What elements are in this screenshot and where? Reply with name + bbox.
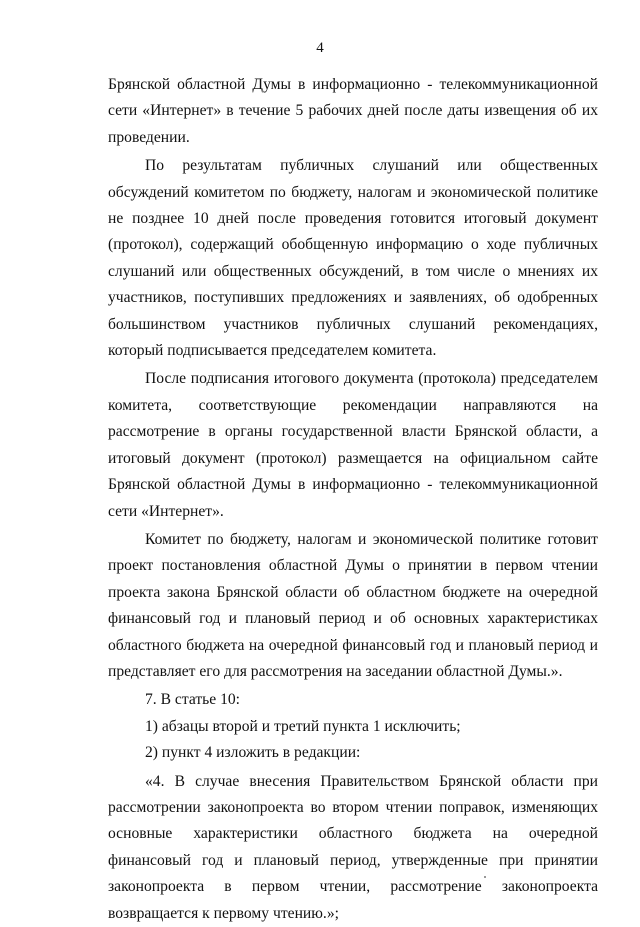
paragraph-article-10: 7. В статье 10: [145, 691, 241, 709]
paragraph-item-2: 2) пункт 4 изложить в редакции: [145, 744, 361, 762]
paragraph-after-signing: После подписания итогового документа (протокола) председателем комитета, соответствующие рекомендации направляются на рассмотрение в органы государственной власти Брянской области, а итоговый документ (протокол) размещается на официальном сайте Брянской областной Думы в информационно - телекоммуникационной сети «Интернет». [108, 370, 598, 520]
paragraph-hearing-results: По результатам публичных слушаний или общественных обсуждений комитетом по бюджету, налогам и экономической политике не позднее 10 дней после проведения готовится итоговый документ (протокол), содержащий обобщенную информацию о ходе публичных слушаний или общественных обсуждений, в том числе о мнениях их участников, поступивших предложениях и заявлениях, об одобренных большинством участников публичных слушаний рекомендациях, который подписывается председателем комитета. [108, 157, 598, 360]
paragraph-clause-4: «4. В случае внесения Правительством Брянской области при рассмотрении законопроекта во втором чтении поправок, изменяющих основные характеристики областного бюджета на очередной финансовый год и плановый период, утвержденные при принятии законопроекта в первом чтении, рассмотрение законопроекта возвращается к первому чтению.»; [108, 772, 598, 922]
document-body [108, 72, 598, 927]
paragraph-committee-prepares: Комитет по бюджету, налогам и экономической политике готовит проект постановления областной Думы о принятии в первом чтении проекта закона Брянской области об областном бюджете на очередной финансовый год и плановый период и об основных характеристиках областного бюджета на очередной финансовый год и плановый период и представляет его для рассмотрения на заседании областной Думы.». [108, 530, 598, 680]
paragraph-item-1: 1) абзацы второй и третий пункта 1 исключить; [145, 717, 461, 735]
paragraph-continuation: Брянской областной Думы в информационно - телекоммуникационной сети «Интернет» в течение 5 рабочих дней после даты извещения об их проведении. [108, 76, 598, 146]
scan-speck [484, 876, 486, 878]
page-number: 4 [316, 40, 324, 56]
